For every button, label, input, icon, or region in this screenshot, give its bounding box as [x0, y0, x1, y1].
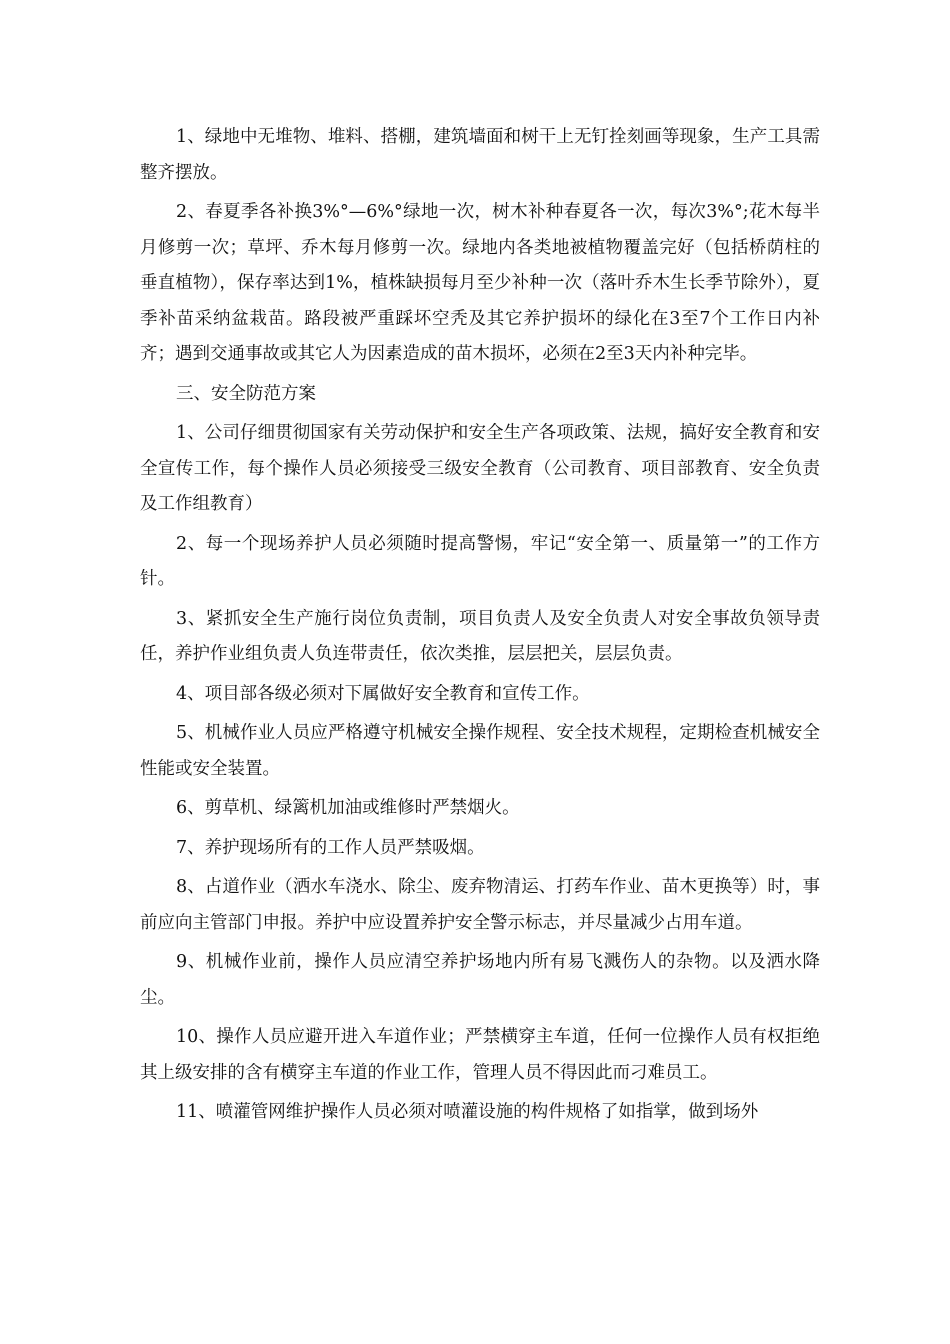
paragraph-safety-9: 9、机械作业前，操作人员应清空养护场地内所有易飞溅伤人的杂物。以及洒水降尘。 — [140, 952, 820, 1008]
section-heading-safety: 三、安全防范方案 — [176, 383, 316, 404]
paragraph-safety-5: 5、机械作业人员应严格遵守机械安全操作规程、安全技术规程，定期检查机械安全性能或安全装置。 — [140, 723, 820, 779]
paragraph-safety-1: 1、公司仔细贯彻国家有关劳动保护和安全生产各项政策、法规，搞好安全教育和安全宣传工作，每个操作人员必须接受三级安全教育（公司教育、项目部教育、安全负责及工作组教育） — [140, 423, 820, 514]
paragraph-safety-3: 3、紧抓安全生产施行岗位负责制，项目负责人及安全负责人对安全事故负领导责任，养护作业组负责人负连带责任，依次类推，层层把关，层层负责。 — [140, 608, 820, 664]
paragraph-safety-8: 8、占道作业（洒水车浇水、除尘、废弃物清运、打药车作业、苗木更换等）时，事前应向主管部门申报。养护中应设置养护安全警示标志，并尽量减少占用车道。 — [140, 877, 820, 933]
paragraph-safety-7: 7、养护现场所有的工作人员严禁吸烟。 — [176, 837, 485, 858]
paragraph-replanting: 2、春夏季各补换3%°—6%°绿地一次，树木补种春夏各一次，每次3%°;花木每半月修剪一次；草坪、乔木每月修剪一次。绿地内各类地被植物覆盖完好（包括桥荫柱的垂直植物），保存率达到1%，植株缺损每月至少补种一次（落叶乔木生长季节除外），夏季补苗采纳盆栽苗。路段被严重踩坏空秃及其它养护损坏的绿化在3至7个工作日内补齐；遇到交通事故或其它人为因素造成的苗木损坏，必须在2至3天内补种完毕。 — [140, 202, 820, 364]
paragraph-safety-11: 11、喷灌管网维护操作人员必须对喷灌设施的构件规格了如指掌，做到场外 — [176, 1102, 759, 1122]
paragraph-safety-2: 2、每一个现场养护人员必须随时提高警惕，牢记“安全第一、质量第一”的工作方针。 — [140, 533, 820, 589]
paragraph-safety-4: 4、项目部各级必须对下属做好安全教育和宣传工作。 — [176, 683, 590, 704]
paragraph-greenbelt-clean: 1、绿地中无堆物、堆料、搭棚，建筑墙面和树干上无钉拴刻画等现象，生产工具需整齐摆放。 — [140, 127, 820, 183]
paragraph-safety-6: 6、剪草机、绿篱机加油或维修时严禁烟火。 — [176, 798, 520, 818]
paragraph-safety-10: 10、操作人员应避开进入车道作业；严禁横穿主车道，任何一位操作人员有权拒绝其上级安排的含有横穿主车道的作业工作，管理人员不得因此而刁难员工。 — [140, 1027, 820, 1083]
document-body — [140, 120, 820, 1131]
